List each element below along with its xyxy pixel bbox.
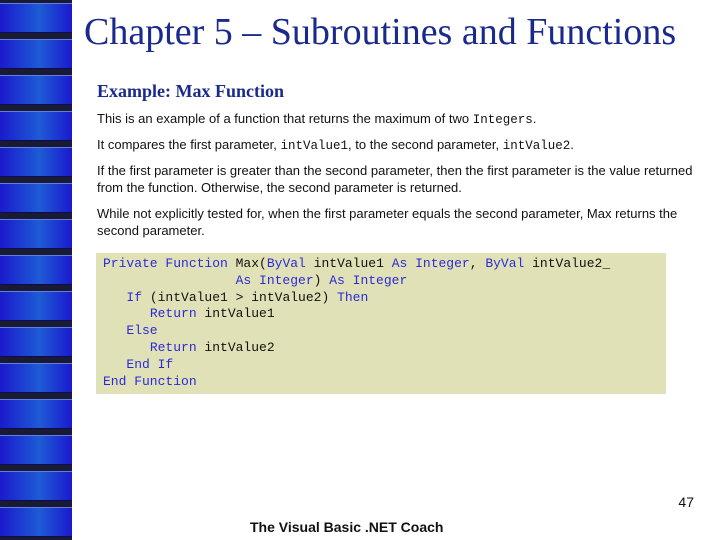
code-indent [103,306,150,321]
code-keyword: Private Function [103,256,228,271]
code-keyword: Else [126,323,158,339]
sidebar-tile [0,399,72,429]
code-line [103,273,666,290]
sidebar-tile [0,507,72,537]
code-indent [103,340,150,355]
paragraph-text: . [532,111,537,126]
code-text: (intValue1 > intValue2) [142,289,338,305]
code-keyword: Then [337,289,369,305]
code-text: ) [313,272,330,288]
paragraph-return-rule: If the first parameter is greater than the second parameter, then the first parameter is the value returned from the function. Otherwise, the second parameter is returned. [97,163,693,195]
paragraph-text: , to the second parameter, [348,137,503,152]
paragraph-text: This is an example of a function that returns the maximum of two [97,111,473,126]
code-keyword: ByVal [266,256,306,271]
sidebar-tile [0,219,72,249]
code-keyword: As Integer [329,272,408,288]
code-text: intValue1 [305,256,392,271]
sidebar-tile [0,39,72,69]
code-keyword: ByVal [485,256,525,271]
code-keyword: As Integer [391,256,470,271]
sidebar-tile [0,471,72,501]
code-line [103,374,666,391]
sidebar-tile [0,111,72,141]
paragraph-intro [97,110,697,129]
code-indent [103,357,126,372]
code-text: intValue2_ [524,256,611,271]
sidebar-tile [0,327,72,357]
sidebar-tile [0,75,72,105]
code-text: Max( [227,256,267,271]
code-keyword: End Function [103,373,197,389]
code-text: , [469,256,486,271]
sidebar-tile [0,255,72,285]
code-line [103,340,666,357]
code-line [103,357,666,374]
code-keyword: End If [126,356,174,372]
slide-subtitle: Example: Max Function [97,81,284,101]
sidebar-tile [0,363,72,393]
slide-footer: The Visual Basic .NET Coach [250,519,444,535]
code-keyword: Return [149,339,197,355]
code-text: intValue2 [196,339,275,355]
code-line [103,323,666,340]
paragraph-equal-case: While not explicitly tested for, when the first parameter equals the second parameter, Max returns the second parameter. [97,206,678,238]
sidebar-tile [0,147,72,177]
code-keyword: Return [149,306,197,322]
code-line [103,256,666,273]
paragraph-text: It compares the first parameter, [97,137,281,152]
code-line [103,290,666,307]
sidebar-tile [0,291,72,321]
inline-code: intValue1 [280,139,349,153]
paragraph-compare [97,136,697,155]
sidebar-tile [0,183,72,213]
code-block [96,253,666,394]
sidebar-decoration [0,0,72,540]
code-indent [103,323,126,338]
code-text: intValue1 [196,306,275,322]
sidebar-tile [0,3,72,33]
sidebar-tile [0,435,72,465]
inline-code: Integers [472,113,533,127]
code-keyword: As Integer [235,272,314,288]
code-indent [103,290,126,305]
code-line [103,306,666,323]
inline-code: intValue2 [502,139,571,153]
page-number: 47 [678,494,694,510]
code-indent [103,273,236,288]
code-keyword: If [126,289,143,305]
slide-title: Chapter 5 – Subroutines and Functions [84,11,677,53]
paragraph-text: . [570,137,574,152]
